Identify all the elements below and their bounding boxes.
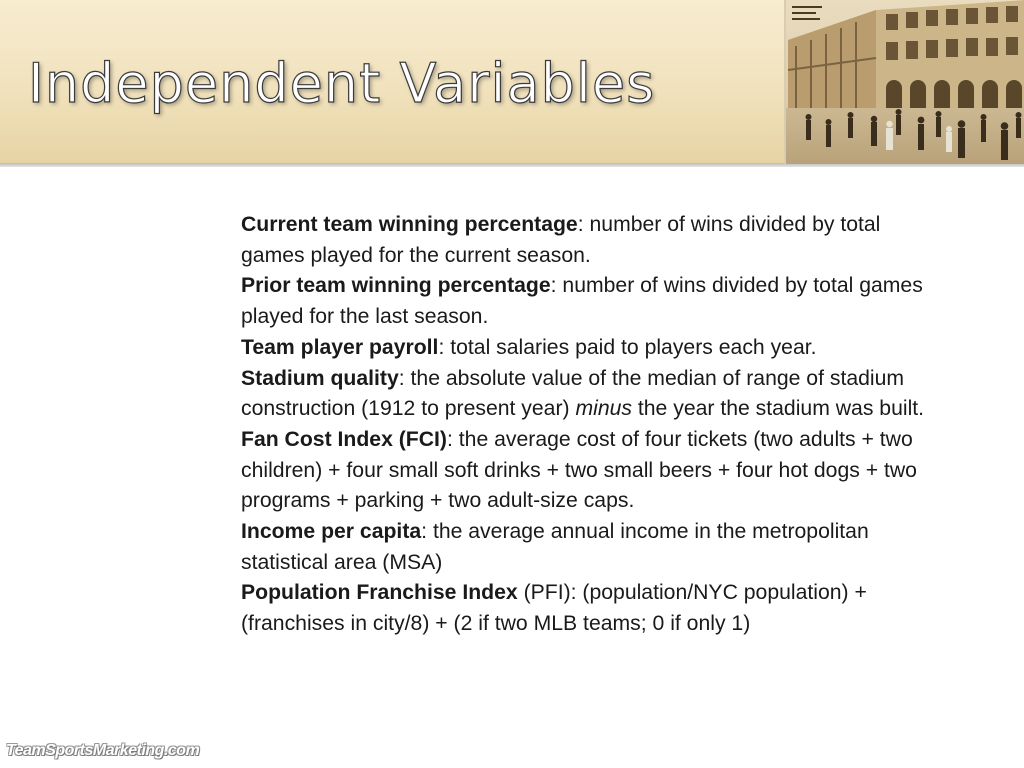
definition-term: Team player payroll [241, 335, 439, 359]
definition-income-per-capita [241, 517, 931, 578]
definitions-list [241, 210, 931, 640]
definition-term: Stadium quality [241, 366, 399, 390]
definition-population-franchise-index [241, 578, 931, 639]
definition-separator: : [398, 366, 411, 390]
definition-current-win-pct [241, 210, 931, 271]
watermark: TeamSportsMarketing.com [6, 742, 200, 759]
definition-stadium-quality [241, 364, 931, 425]
slide-title: Independent Variables [28, 52, 656, 115]
vintage-stadium-photo [784, 0, 1024, 164]
definition-text: (PFI): (population/NYC population) + (franchises in city/8) + (2 if two MLB teams; 0 if only 1) [241, 581, 867, 636]
definition-term: Population Franchise Index [241, 581, 518, 605]
definition-separator: : [447, 427, 459, 451]
definition-text: number of wins divided by total games played for the last season. [241, 274, 923, 329]
definition-team-payroll [241, 333, 931, 364]
definition-fan-cost-index [241, 425, 931, 517]
definition-separator: : [421, 520, 433, 544]
definition-emphasis: minus [575, 397, 632, 421]
definition-separator: : [550, 274, 563, 298]
definition-text: number of wins divided by total games played for the current season. [241, 213, 881, 267]
definition-text: the average annual income in the metropolitan statistical area (MSA) [241, 520, 869, 574]
definition-text: the absolute value of the median of range of stadium construction (1912 to present year) [241, 366, 905, 421]
definition-separator: : [577, 213, 590, 236]
definition-term: Current team winning percentage [241, 213, 578, 236]
definition-term: Income per capita [241, 520, 422, 544]
definition-term: Fan Cost Index (FCI) [241, 427, 447, 451]
definition-term: Prior team winning percentage [241, 274, 551, 298]
definition-separator: : [438, 335, 451, 359]
definition-text: the year the stadium was built. [632, 397, 925, 421]
definition-text: the average cost of four tickets (two adults + two children) + four small soft drinks + two small beers + four hot dogs + two programs + parking + two adult-size caps. [241, 427, 917, 513]
definition-text: total salaries paid to players each year. [450, 335, 817, 359]
definition-prior-win-pct [241, 271, 931, 332]
